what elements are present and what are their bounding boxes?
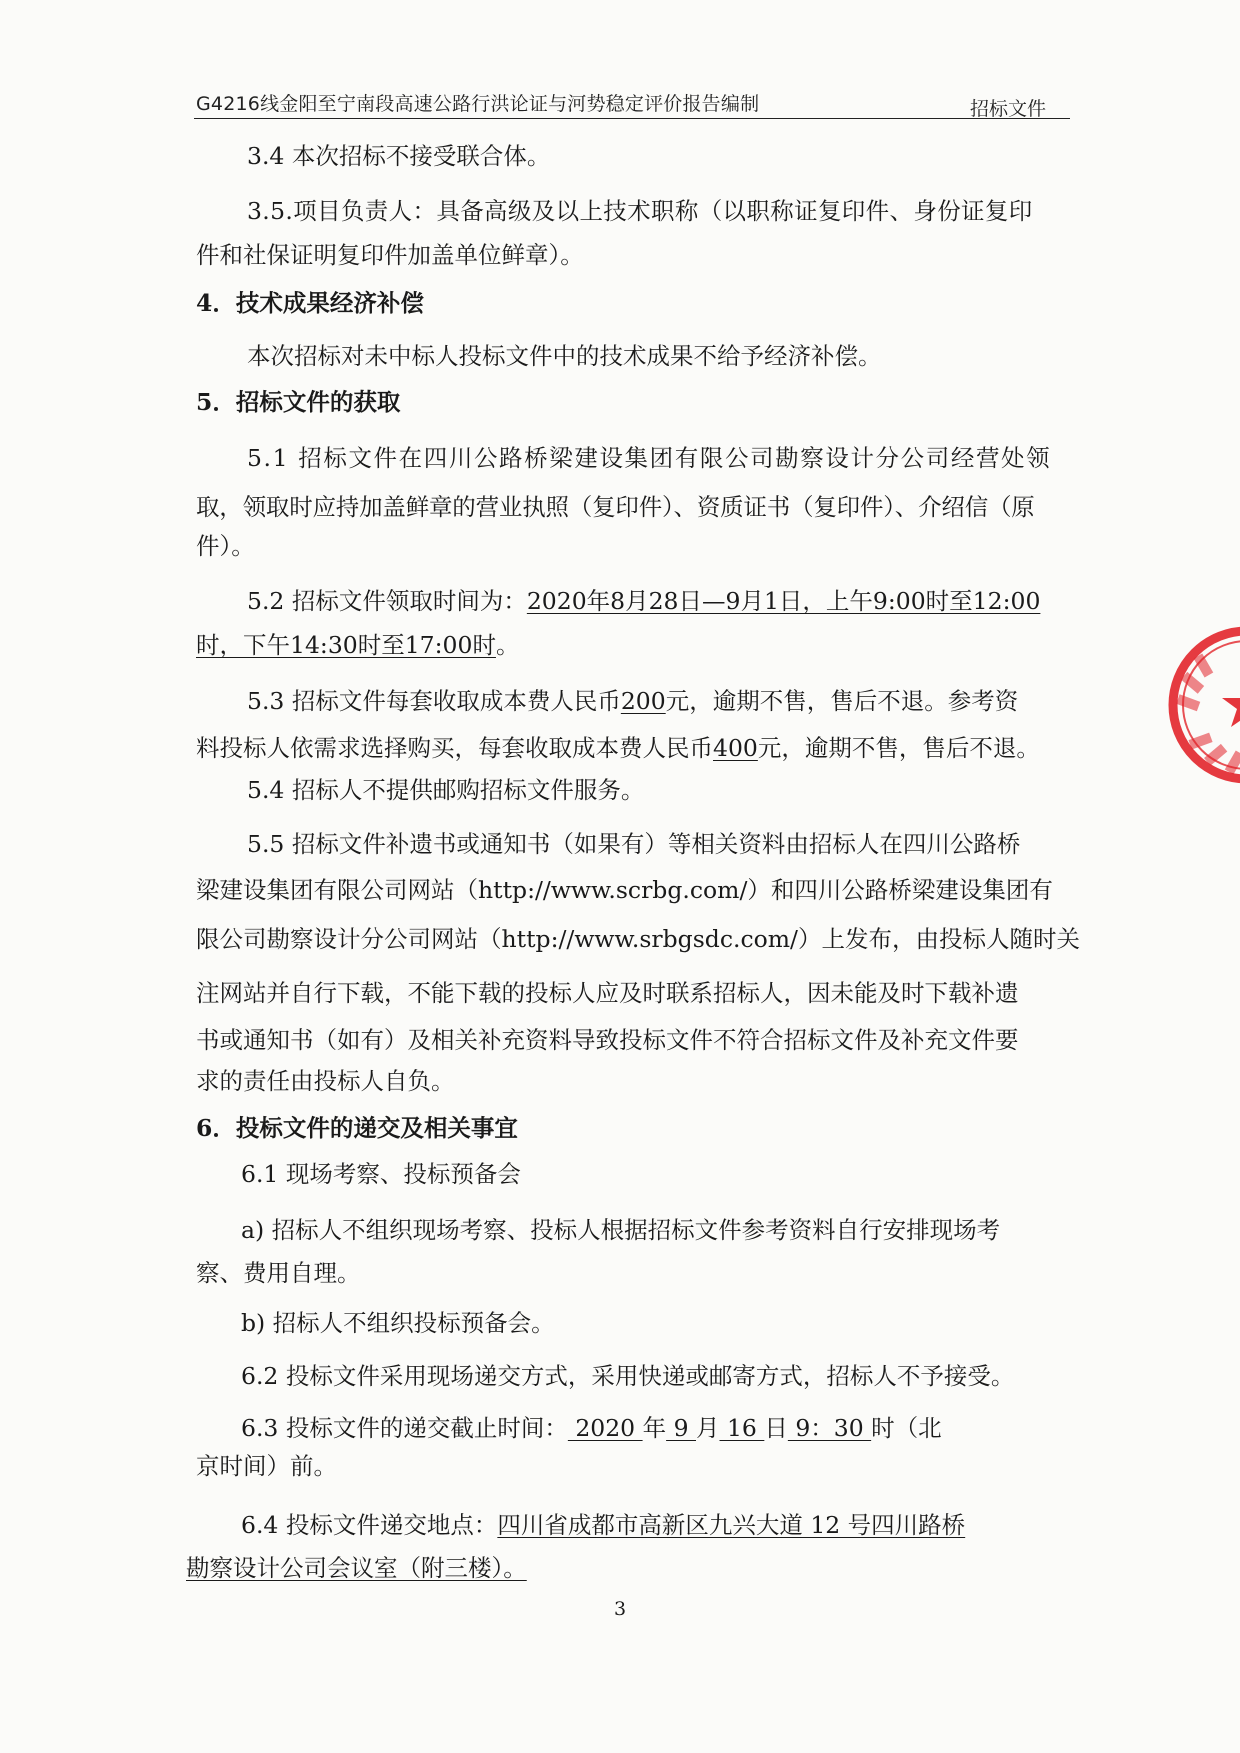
section-4-text: 本次招标对未中标人投标文件中的技术成果不给予经济补偿。: [247, 342, 882, 370]
clause-3-5-line1: 3.5.项目负责人：具备高级及以上技术职称（以职称证复印件、身份证复印: [247, 197, 1033, 225]
clause-5-3-line1: [247, 686, 1018, 716]
clause-5-3-text-a: 5.3 招标文件每套收取成本费人民币: [247, 687, 621, 715]
deadline-time-unit: 时（北: [871, 1414, 942, 1442]
clause-6-1: 6.1 现场考察、投标预备会: [241, 1160, 521, 1188]
clause-6-4-line1: [241, 1510, 965, 1540]
clause-3-4: 3.4 本次招标不接受联合体。: [247, 142, 551, 170]
clause-6-1-b: b) 招标人不组织投标预备会。: [241, 1309, 555, 1337]
clause-5-5-line2: 梁建设集团有限公司网站（http://www.scrbg.com/）和四川公路桥梁建设集团有: [196, 876, 1053, 904]
heading-section-4: 4．技术成果经济补偿: [196, 289, 424, 317]
clause-6-4-line2: [186, 1553, 527, 1583]
deadline-day-unit: 日: [764, 1414, 788, 1442]
deadline-year: 2020: [567, 1414, 643, 1442]
deadline-time: 9：30: [787, 1414, 872, 1442]
clause-5-2-period: 。: [495, 631, 520, 659]
clause-5-5-line6: 求的责任由投标人自负。: [196, 1067, 455, 1095]
stamp-star-icon: [1222, 680, 1240, 727]
heading-section-5: 5．招标文件的获取: [196, 388, 401, 416]
clause-5-5-line3: 限公司勘察设计分公司网站（http://www.srbgsdc.com/）上发布，由投标人随时关: [196, 925, 1080, 953]
deadline-year-unit: 年: [642, 1414, 667, 1442]
clause-5-5-line4: 注网站并自行下载，不能下载的投标人应及时联系招标人，因未能及时下载补遗: [196, 979, 1019, 1007]
clause-5-1-line3: 件）。: [196, 532, 255, 560]
clause-5-5-line5: 书或通知书（如有）及相关补充资料导致投标文件不符合招标文件及补充文件要: [196, 1026, 1019, 1054]
deadline-month: 9: [666, 1414, 696, 1442]
pickup-time-afternoon: 时，下午14:30时至17:00时: [196, 631, 496, 659]
clause-6-2: 6.2 投标文件采用现场递交方式，采用快递或邮寄方式，招标人不予接受。: [241, 1362, 1015, 1390]
pickup-date-range: 2020年8月28日—9月1日，上午9:00时至12:00: [526, 587, 1041, 615]
clause-5-3-line2: [196, 733, 1040, 763]
clause-5-1-line1: 5.1 招标文件在四川公路桥梁建设集团有限公司勘察设计分公司经营处领: [247, 444, 1052, 472]
heading-section-6: 6．投标文件的递交及相关事宜: [196, 1114, 518, 1142]
clause-5-2-line2: [196, 630, 519, 660]
header-title: G4216线金阳至宁南段高速公路行洪论证与河势稳定评价报告编制: [196, 93, 760, 115]
clause-6-1-a-line2: 察、费用自理。: [196, 1259, 361, 1287]
clause-6-1-a-line1: a) 招标人不组织现场考察、投标人根据招标文件参考资料自行安排现场考: [241, 1216, 1001, 1244]
clause-5-2-label: 5.2 招标文件领取时间为：: [247, 587, 527, 615]
page-number: 3: [613, 1598, 627, 1620]
clause-5-5-line1: 5.5 招标文件补遗书或通知书（如果有）等相关资料由招标人在四川公路桥: [247, 830, 1021, 858]
header-rule: [194, 118, 1070, 119]
clause-5-3-text-b: 元，逾期不售，售后不退。参考资: [665, 687, 1019, 715]
clause-6-3-line1: [241, 1413, 942, 1443]
clause-6-3-label: 6.3 投标文件的递交截止时间：: [241, 1414, 568, 1442]
clause-5-3-text-d: 元，逾期不售，售后不退。: [757, 734, 1040, 762]
document-fee: 200: [620, 687, 666, 715]
red-seal-stamp: [1162, 620, 1240, 790]
clause-3-5-line2: 件和社保证明复印件加盖单位鲜章）。: [196, 241, 584, 269]
reference-fee: 400: [713, 734, 758, 762]
header-doc-type: 招标文件: [970, 98, 1047, 120]
deadline-month-unit: 月: [696, 1414, 720, 1442]
clause-5-3-text-c: 料投标人依需求选择购买，每套收取成本费人民币: [196, 734, 713, 762]
clause-5-2-line1: [247, 586, 1040, 616]
clause-5-1-line2: 取，领取时应持加盖鲜章的营业执照（复印件）、资质证书（复印件）、介绍信（原: [196, 493, 1035, 521]
clause-5-4: 5.4 招标人不提供邮购招标文件服务。: [247, 776, 645, 804]
clause-6-3-line2: 京时间）前。: [196, 1452, 337, 1480]
submission-address: 四川省成都市高新区九兴大道 12 号四川路桥: [497, 1511, 966, 1539]
deadline-day: 16: [719, 1414, 765, 1442]
clause-6-4-label: 6.4 投标文件递交地点：: [241, 1511, 498, 1539]
submission-room: 勘察设计公司会议室（附三楼）。: [186, 1554, 527, 1582]
